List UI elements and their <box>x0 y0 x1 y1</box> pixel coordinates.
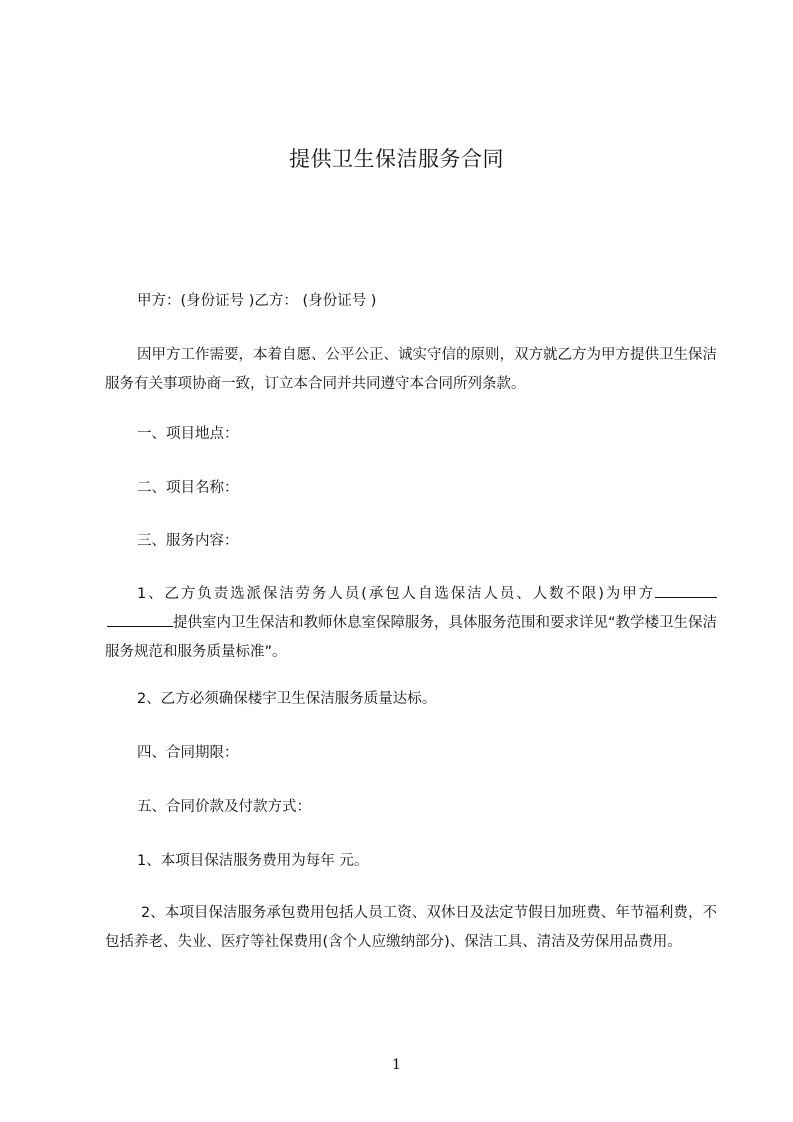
service-item-1-text-a: 1、乙方负责选派保洁劳务人员(承包人自选保洁人员、人数不限)为甲方 <box>137 586 655 602</box>
service-item-2: 2、乙方必须确保楼宇卫生保洁服务质量达标。 <box>137 691 437 707</box>
parties-line: 甲方：(身份证号 )乙方： (身份证号 ) <box>137 293 377 309</box>
contract-title: 提供卫生保洁服务合同 <box>289 147 504 171</box>
page-number: 1 <box>392 1057 401 1073</box>
section-location: 一、项目地点： <box>137 426 239 442</box>
section-price-payment: 五、合同价款及付款方式： <box>137 799 311 815</box>
price-item-1: 1、本项目保洁服务费用为每年 元。 <box>137 853 369 869</box>
section-project-name: 二、项目名称： <box>137 480 239 496</box>
intro-paragraph: 因甲方工作需要，本着自愿、公平公正、诚实守信的原则，双方就乙方为甲方提供卫生保洁服务有关事项协商一致，订立本合同并共同遵守本合同所列条款。 <box>105 347 717 392</box>
service-item-1 <box>105 580 717 667</box>
blank-line <box>107 612 173 627</box>
service-item-1-text-b: 提供室内卫生保洁和教师休息室保障服务，具体服务范围和要求详见“教学楼卫生保洁服务规范和服务质量标准”。 <box>105 615 718 660</box>
section-service-content: 三、服务内容： <box>137 533 239 549</box>
section-contract-period: 四、合同期限： <box>137 745 239 761</box>
price-item-2: 2、本项目保洁服务承包费用包括人员工资、双休日及法定节假日加班费、年节福利费，不包括养老、失业、医疗等社保费用(含个人应缴纳部分)、保洁工具、清洁及劳保用品费用。 <box>105 905 717 950</box>
blank-line <box>655 583 717 598</box>
